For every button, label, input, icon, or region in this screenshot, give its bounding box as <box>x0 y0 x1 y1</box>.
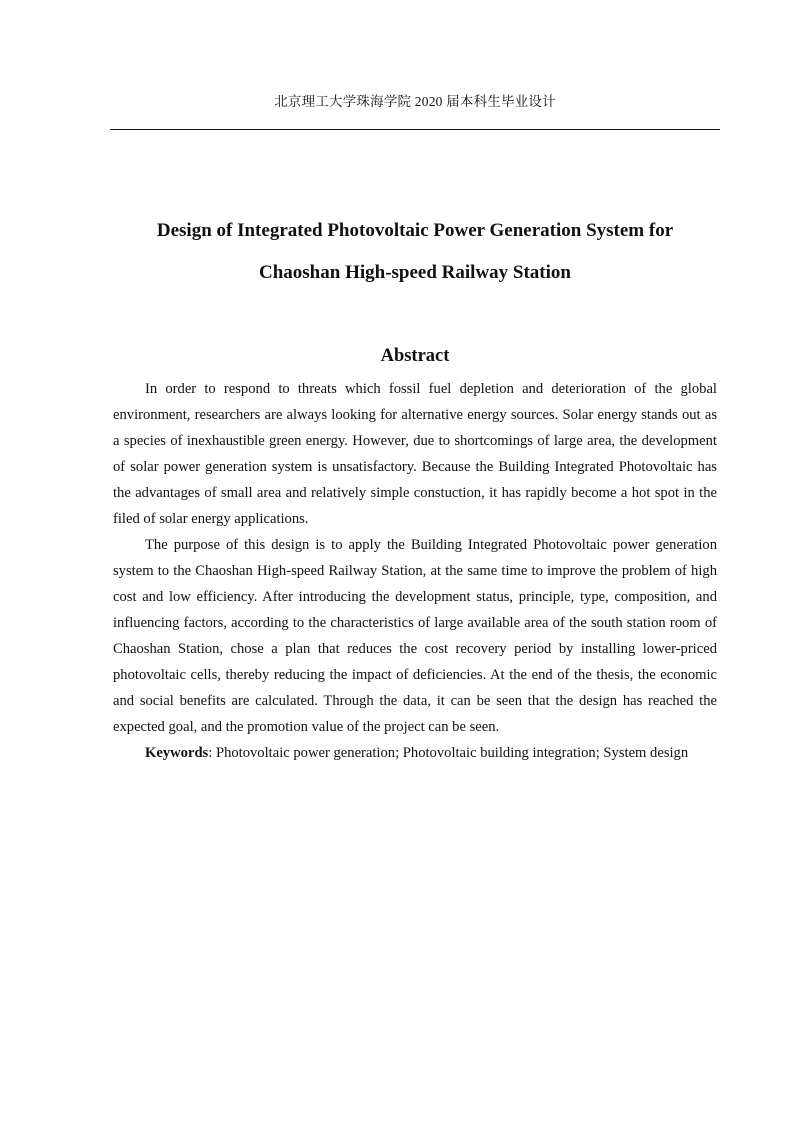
page-header: 北京理工大学珠海学院 2020 届本科生毕业设计 <box>274 94 556 109</box>
abstract-paragraph-2: The purpose of this design is to apply the Building Integrated Photovoltaic power generation system to the Chaoshan High-speed Railway Station, at the same time to improve the problem of high cost and low efficiency. After introducing the development status, principle, type, composition, and influencing factors, according to the characteristics of large available area of the south station room of Chaoshan Station, chose a plan that reduces the cost recovery period by installing lower-priced photovoltaic cells, thereby reducing the impact of deficiencies. At the end of the thesis, the economic and social benefits are calculated. Through the data, it can be seen that the design has reached the expected goal, and the promotion value of the project can be seen. <box>113 537 717 735</box>
keywords-label: Keywords <box>145 745 209 761</box>
title-line-2: Chaoshan High-speed Railway Station <box>259 262 571 283</box>
thesis-title <box>110 214 720 298</box>
header-divider <box>110 129 720 130</box>
abstract-paragraph-1: In order to respond to threats which fossil fuel depletion and deterioration of the global environment, researchers are always looking for alternative energy sources. Solar energy stands out as a species of inexhaustible green energy. However, due to shortcomings of large area, the development of solar power generation system is unsatisfactory. Because the Building Integrated Photovoltaic has the advantages of small area and relatively simple constuction, it has rapidly become a hot spot in the filed of solar energy applications. <box>113 381 717 527</box>
keywords-text: : Photovoltaic power generation; Photovoltaic building integration; System design <box>208 745 689 761</box>
abstract-body <box>113 376 717 766</box>
abstract-heading: Abstract <box>380 346 450 366</box>
keywords-line <box>113 740 717 766</box>
title-line-1: Design of Integrated Photovoltaic Power Generation System for <box>156 220 674 241</box>
